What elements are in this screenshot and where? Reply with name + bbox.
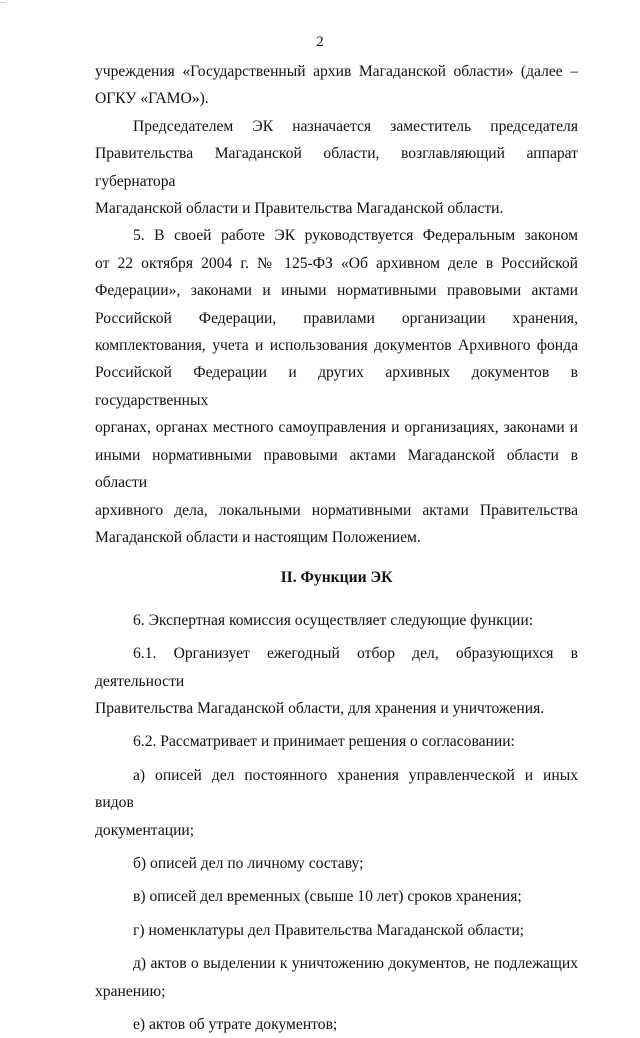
section-heading: II. Функции ЭК: [280, 569, 393, 587]
paragraph-line: архивного дела, локальными нормативными актами Правительства: [95, 501, 578, 519]
paragraph-line: Правительства Магаданской области, возглавляющий аппарат губернатора: [95, 145, 578, 190]
document-body: [95, 58, 578, 1038]
corner-mark: —: [0, 0, 6, 6]
paragraph-line: органах, органах местного самоуправления и организациях, законами и: [95, 419, 578, 437]
paragraph-line: учреждения «Государственный архив Магаданской области» (далее –: [95, 63, 578, 80]
paragraph-line: от 22 октября 2004 г. № 125-ФЗ «Об архивном деле в Российской: [95, 254, 578, 272]
paragraph-line: Российской Федерации, правилами организации хранения,: [95, 309, 578, 327]
paragraph-line: ОГКУ «ГАМО»).: [95, 90, 209, 108]
list-item: 6. Экспертная комиссия осуществляет следующие функции:: [133, 611, 534, 629]
paragraph-line: иными нормативными правовыми актами Магаданской области в области: [95, 446, 578, 492]
list-item: г) номенклатуры дел Правительства Магаданской области;: [133, 921, 524, 939]
paragraph-line: Магаданской области и Правительства Магаданской области.: [95, 200, 504, 218]
list-item: е) актов об утрате документов;: [133, 1016, 338, 1033]
list-item: д) актов о выделении к уничтожению документов, не подлежащих: [133, 955, 578, 973]
paragraph-line: 5. В своей работе ЭК руководствуется Федеральным законом: [133, 227, 578, 245]
list-item: хранению;: [95, 982, 166, 1000]
list-item: б) описей дел по личному составу;: [133, 854, 364, 872]
list-item: Правительства Магаданской области, для хранения и уничтожения.: [95, 699, 545, 717]
paragraph-line: Российской Федерации и других архивных документов в государственных: [95, 364, 578, 409]
paragraph-line: Федерации», законами и иными нормативными правовыми актами: [95, 282, 578, 300]
paragraph-line: комплектования, учета и использования документов Архивного фонда: [95, 337, 578, 355]
list-item: документации;: [95, 821, 195, 839]
list-item: а) описей дел постоянного хранения управленческой и иных видов: [95, 766, 578, 812]
list-item: 6.2. Рассматривает и принимает решения о согласовании:: [133, 733, 515, 751]
list-item: в) описей дел временных (свыше 10 лет) сроков хранения;: [133, 888, 522, 906]
page-number: 2: [316, 34, 324, 50]
paragraph-line: Председателем ЭК назначается заместитель председателя: [133, 117, 578, 135]
list-item: 6.1. Организует ежегодный отбор дел, образующихся в деятельности: [95, 645, 578, 690]
paragraph-line: Магаданской области и настоящим Положением.: [95, 528, 421, 546]
